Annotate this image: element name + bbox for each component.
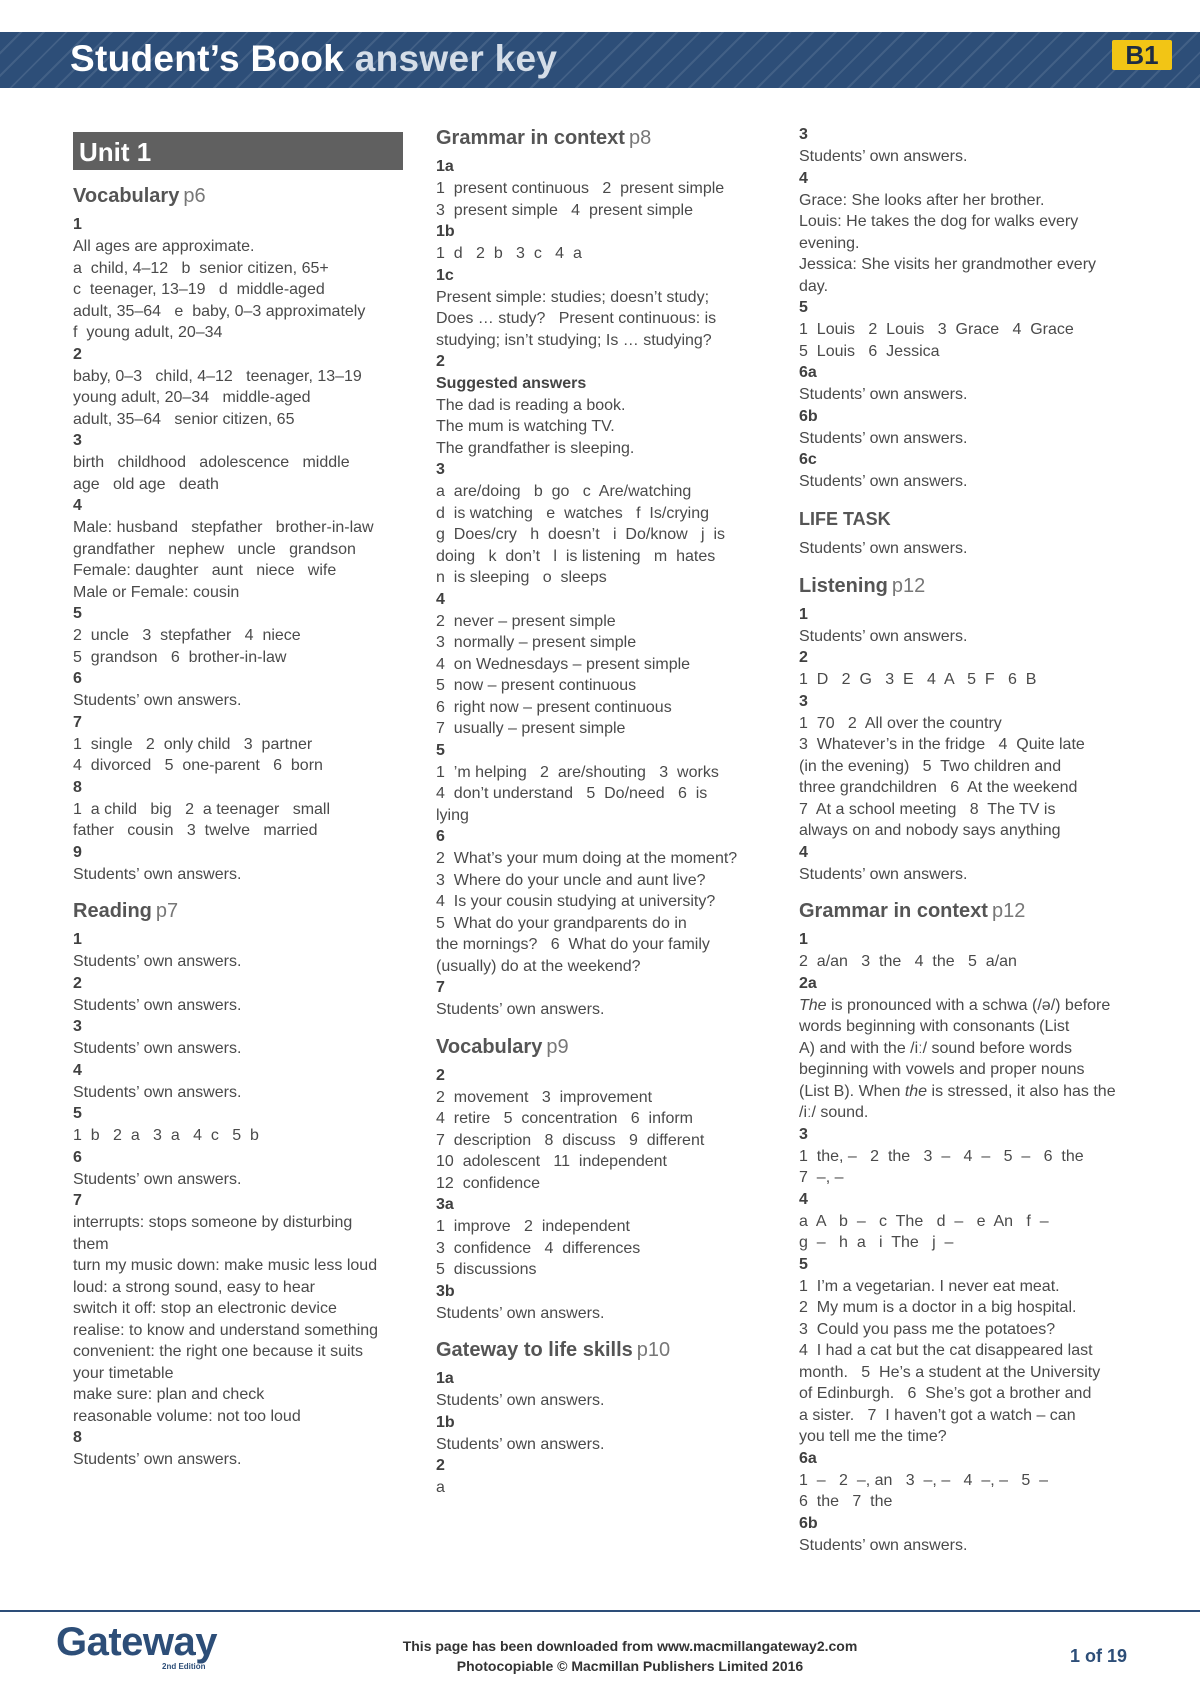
answer-line: make sure: plan and check <box>73 1386 265 1403</box>
answer-line: Students’ own answers. <box>799 1536 968 1554</box>
answer-line: Louis: He takes the dog for walks every <box>799 213 1079 230</box>
exercise-number: 3b <box>436 1282 455 1300</box>
answer-line: father cousin 3 twelve married <box>73 822 318 839</box>
exercise-number: 2 <box>799 649 808 666</box>
answer-line: 6 right now – present continuous <box>436 698 672 716</box>
page-title: Student’s Book answer key <box>70 38 558 79</box>
answer-line: 1 b 2 a 3 a 4 c 5 b <box>73 1127 259 1144</box>
answer-line: 7 At a school meeting 8 The TV is <box>799 800 1056 818</box>
answer-line: 1 a child big 2 a teenager small <box>73 800 331 818</box>
answer-line: beginning with vowels and proper nouns <box>799 1061 1085 1078</box>
answer-line: 3 normally – present simple <box>436 634 637 651</box>
exercise-number: 5 <box>73 605 82 622</box>
exercise-number: 6c <box>799 451 817 468</box>
answer-line: 4 Is your cousin studying at university? <box>436 893 716 910</box>
answer-line: Students’ own answers. <box>799 429 968 447</box>
answer-line: Students’ own answers. <box>436 1001 605 1018</box>
answer-line: a child, 4–12 b senior citizen, 65+ <box>73 259 329 277</box>
answer-line: 5 discussions <box>436 1261 537 1278</box>
exercise-number: 3a <box>436 1196 454 1213</box>
exercise-number: 5 <box>799 299 808 316</box>
answer-line: Students’ own answers. <box>73 1451 242 1468</box>
section-page: p9 <box>546 1035 569 1058</box>
section-heading <box>799 574 1134 598</box>
exercise-number: 4 <box>73 497 82 514</box>
answer-line: them <box>73 1235 109 1253</box>
exercise-number: 7 <box>436 979 445 996</box>
answer-line: 4 I had a cat but the cat disappeared last <box>799 1342 1093 1359</box>
answer-line: Students’ own answers. <box>73 1040 242 1057</box>
answer-line: Does … study? Present continuous: is <box>436 310 717 327</box>
section-page: p10 <box>636 1339 671 1361</box>
exercise-number: 6a <box>799 364 817 381</box>
exercise-number: 3 <box>73 1018 82 1035</box>
answer-fragment: (List B). When <box>799 1082 905 1100</box>
answer-column-3 <box>799 124 1134 1556</box>
answer-line: The grandfather is sleeping. <box>436 439 635 457</box>
answer-line: 1 d 2 b 3 c 4 a <box>436 245 582 262</box>
answer-line: g – h a i The j – <box>799 1234 954 1251</box>
answer-line: Students’ own answers. <box>799 627 968 645</box>
exercise-number: 2 <box>436 1066 445 1084</box>
life-task-heading: LIFE TASK <box>799 508 891 529</box>
answer-line: words beginning with consonants (List <box>799 1018 1070 1035</box>
edition-label: 2nd Edition <box>162 1662 206 1671</box>
answer-line: lying <box>436 806 469 824</box>
answer-line: 4 divorced 5 one-parent 6 born <box>73 757 323 774</box>
answer-line: 4 retire 5 concentration 6 inform <box>436 1110 694 1127</box>
answer-line: reasonable volume: not too loud <box>73 1407 301 1425</box>
sub-heading: Suggested answers <box>436 375 587 392</box>
exercise-number: 7 <box>73 1192 82 1209</box>
section-title: Grammar in context <box>799 900 988 922</box>
exercise-number: 4 <box>799 1190 808 1208</box>
section-title: Listening <box>799 574 888 597</box>
exercise-number: 2a <box>799 974 817 992</box>
answer-line: Students’ own answers. <box>799 540 968 557</box>
exercise-number: 1b <box>436 223 455 240</box>
answer-line: Students’ own answers. <box>799 473 968 490</box>
answer-line: 3 Whatever’s in the fridge 4 Quite late <box>799 736 1085 753</box>
exercise-number: 6b <box>799 1514 818 1532</box>
answer-line: the mornings? 6 What do your family <box>436 936 710 953</box>
answer-line: Students’ own answers. <box>436 1392 605 1409</box>
answer-line: month. 5 He’s a student at the University <box>799 1363 1101 1381</box>
exercise-number: 3 <box>799 126 808 143</box>
exercise-number: 1c <box>436 266 454 284</box>
answer-line: Male: husband stepfather brother-in-law <box>73 519 374 536</box>
answer-line: day. <box>799 277 829 295</box>
answer-line: 2 What’s your mum doing at the moment? <box>436 850 738 867</box>
exercise-number: 4 <box>799 843 808 861</box>
answer-line <box>799 995 1134 1017</box>
exercise-number: 9 <box>73 843 82 861</box>
answer-line: 12 confidence <box>436 1174 541 1192</box>
section-page: p12 <box>991 900 1026 922</box>
download-notice: This page has been downloaded from www.macmillangateway2.com <box>402 1638 858 1654</box>
answer-line: Students’ own answers. <box>799 148 968 165</box>
answer-line: a <box>436 1479 445 1496</box>
answer-line: adult, 35–64 senior citizen, 65 <box>73 410 295 428</box>
answer-line: birth childhood adolescence middle <box>73 454 350 471</box>
answer-line: 3 Could you pass me the potatoes? <box>799 1320 1056 1338</box>
exercise-number: 2 <box>436 353 445 370</box>
answer-line: age old age death <box>73 475 219 493</box>
answer-line: n is sleeping o sleeps <box>436 569 607 586</box>
answer-line: A) and with the /iː/ sound before words <box>799 1039 1073 1057</box>
answer-line: 1 D 2 G 3 E 4 A 5 F 6 B <box>799 671 1037 688</box>
answer-line: Students’ own answers. <box>436 1304 605 1322</box>
answer-line: interrupts: stops someone by disturbing <box>73 1214 353 1231</box>
exercise-number: 1 <box>73 216 82 233</box>
exercise-number: 2 <box>436 1457 445 1474</box>
section-heading <box>436 1035 771 1059</box>
exercise-number: 1b <box>436 1413 455 1431</box>
answer-line: you tell me the time? <box>799 1428 947 1445</box>
answer-line: a are/doing b go c Are/watching <box>436 483 692 500</box>
answer-line: 2 never – present simple <box>436 612 616 630</box>
answer-line: switch it off: stop an electronic device <box>73 1300 337 1317</box>
answer-line: g Does/cry h doesn’t i Do/know j is <box>436 526 725 543</box>
answer-line: 6 the 7 the <box>799 1493 893 1510</box>
answer-line <box>799 1081 1134 1103</box>
answer-fragment: is stressed, it also has the <box>927 1082 1116 1100</box>
answer-line: a sister. 7 I haven’t got a watch – can <box>799 1406 1076 1424</box>
answer-line: 1 – 2 –, an 3 –, – 4 –, – 5 – <box>799 1471 1049 1489</box>
answer-line: 4 don’t understand 5 Do/need 6 is <box>436 785 708 802</box>
exercise-number: 3 <box>436 461 445 478</box>
answer-line: a A b – c The d – e An f – <box>799 1212 1049 1230</box>
footer-notice <box>360 1636 900 1676</box>
answer-line: 10 adolescent 11 independent <box>436 1153 667 1170</box>
answer-column-2 <box>436 124 771 1499</box>
answer-line: (in the evening) 5 Two children and <box>799 757 1062 775</box>
section-title: Vocabulary <box>436 1035 543 1058</box>
answer-line: 3 Where do your uncle and aunt live? <box>436 871 706 889</box>
answer-line: Students’ own answers. <box>799 865 968 883</box>
answer-line: Students’ own answers. <box>73 1170 242 1188</box>
answer-line: three grandchildren 6 At the weekend <box>799 779 1078 796</box>
answer-line: 2 movement 3 improvement <box>436 1088 653 1106</box>
answer-line: 5 grandson 6 brother-in-law <box>73 648 287 666</box>
answer-line: The mum is watching TV. <box>436 418 615 435</box>
exercise-number: 6 <box>73 1148 82 1166</box>
exercise-number: 5 <box>799 1255 808 1273</box>
answer-line: grandfather nephew uncle grandson <box>73 540 356 558</box>
exercise-number: 6 <box>436 828 445 845</box>
answer-line: 4 on Wednesdays – present simple <box>436 655 691 673</box>
answer-line: realise: to know and understand something <box>73 1321 379 1339</box>
answer-line: 1 ’m helping 2 are/shouting 3 works <box>436 763 719 781</box>
answer-line: c teenager, 13–19 d middle-aged <box>73 281 325 298</box>
section-title: Grammar in context <box>436 127 625 149</box>
exercise-number: 6a <box>799 1449 817 1467</box>
answer-line: 2 My mum is a doctor in a big hospital. <box>799 1299 1077 1316</box>
answer-line: All ages are approximate. <box>73 238 255 255</box>
exercise-number: 1 <box>799 605 808 623</box>
answer-line: Students’ own answers. <box>73 692 242 709</box>
answer-line: 1 Louis 2 Louis 3 Grace 4 Grace <box>799 321 1074 338</box>
answer-line: 2 a/an 3 the 4 the 5 a/an <box>799 953 1017 970</box>
answer-line: Students’ own answers. <box>436 1435 605 1453</box>
answer-line: 1 improve 2 independent <box>436 1218 630 1235</box>
exercise-number: 5 <box>73 1105 82 1122</box>
exercise-number: 8 <box>73 778 82 796</box>
exercise-number: 7 <box>73 713 82 731</box>
answer-line: loud: a strong sound, easy to hear <box>73 1278 315 1296</box>
exercise-number: 1a <box>436 158 454 175</box>
exercise-number: 2 <box>73 974 82 992</box>
section-heading <box>73 899 403 923</box>
exercise-number: 5 <box>436 741 445 759</box>
answer-line: Students’ own answers. <box>73 953 242 970</box>
answer-line: 1 single 2 only child 3 partner <box>73 735 313 753</box>
answer-line: studying; isn’t studying; Is … studying? <box>436 331 712 349</box>
answer-line: Present simple: studies; doesn’t study; <box>436 288 710 306</box>
page-number: 1 of 19 <box>1070 1646 1128 1666</box>
section-page: p12 <box>891 574 926 597</box>
answer-line: of Edinburgh. 6 She’s got a brother and <box>799 1385 1092 1402</box>
answer-line: Female: daughter aunt niece wife <box>73 562 337 579</box>
exercise-number: 1 <box>73 931 82 948</box>
answer-line: 1 the, – 2 the 3 – 4 – 5 – 6 the <box>799 1147 1084 1165</box>
copyright-notice: Photocopiable © Macmillan Publishers Limited 2016 <box>456 1658 804 1674</box>
level-badge: B1 <box>1112 40 1172 70</box>
answer-line: (usually) do at the weekend? <box>436 957 641 975</box>
answer-line: Students’ own answers. <box>73 1083 242 1101</box>
unit-heading: Unit 1 <box>73 132 403 170</box>
answer-line: convenient: the right one because it suits <box>73 1343 363 1360</box>
answer-line: 5 now – present continuous <box>436 677 637 694</box>
answer-line: d is watching e watches f Is/crying <box>436 504 709 522</box>
exercise-number: 2 <box>73 345 82 363</box>
answer-line: 7 description 8 discuss 9 different <box>436 1131 705 1149</box>
exercise-number: 3 <box>799 692 808 710</box>
exercise-number: 3 <box>799 1125 808 1143</box>
answer-line: baby, 0–3 child, 4–12 teenager, 13–19 <box>73 367 362 385</box>
section-heading <box>436 1338 771 1362</box>
section-title: Vocabulary <box>73 185 180 207</box>
answer-line: doing k don’t l is listening m hates <box>436 547 716 565</box>
answer-line: 7 usually – present simple <box>436 720 626 737</box>
answer-fragment: the <box>904 1082 928 1100</box>
section-title: Gateway to life skills <box>436 1339 633 1361</box>
answer-line: evening. <box>799 234 860 252</box>
answer-line: 5 What do your grandparents do in <box>436 914 687 932</box>
exercise-number: 4 <box>436 590 445 608</box>
section-heading <box>799 899 1134 923</box>
section-title: Reading <box>73 900 152 922</box>
answer-line: always on and nobody says anything <box>799 822 1061 839</box>
answer-line: 1 I’m a vegetarian. I never eat meat. <box>799 1277 1060 1295</box>
section-page: p6 <box>183 185 206 207</box>
section-page: p8 <box>628 127 652 149</box>
footer-divider <box>0 1610 1200 1612</box>
exercise-number: 8 <box>73 1429 82 1446</box>
answer-column-1 <box>73 124 403 1471</box>
answer-fragment: is pronounced with a schwa (/ə/) before <box>826 996 1111 1014</box>
gateway-logo: Gateway <box>56 1620 218 1664</box>
answer-line: young adult, 20–34 middle-aged <box>73 389 311 406</box>
answer-line: 7 –, – <box>799 1169 844 1186</box>
answer-line: Students’ own answers. <box>73 865 242 883</box>
exercise-number: 1 <box>799 931 808 948</box>
section-heading <box>436 126 771 150</box>
answer-line: Male or Female: cousin <box>73 583 240 601</box>
answer-line: 5 Louis 6 Jessica <box>799 342 940 360</box>
section-page: p7 <box>155 900 179 922</box>
answer-line: /iː/ sound. <box>799 1104 869 1121</box>
exercise-number: 4 <box>799 169 808 187</box>
answer-line: Students’ own answers. <box>799 386 968 403</box>
answer-line: 1 present continuous 2 present simple <box>436 180 725 197</box>
answer-line: Jessica: She visits her grandmother every <box>799 256 1097 273</box>
answer-line: adult, 35–64 e baby, 0–3 approximately <box>73 302 366 320</box>
exercise-number: 6b <box>799 407 818 425</box>
answer-line: your timetable <box>73 1364 174 1382</box>
exercise-number: 6 <box>73 670 82 687</box>
section-heading <box>73 184 403 208</box>
answer-line: Students’ own answers. <box>73 996 242 1014</box>
answer-line: turn my music down: make music less loud <box>73 1257 378 1274</box>
answer-line: f young adult, 20–34 <box>73 324 223 341</box>
answer-line: 2 uncle 3 stepfather 4 niece <box>73 627 301 644</box>
exercise-number: 4 <box>73 1061 82 1079</box>
exercise-number: 1a <box>436 1370 454 1387</box>
answer-line: 3 confidence 4 differences <box>436 1239 641 1257</box>
answer-line: The dad is reading a book. <box>436 396 626 414</box>
answer-line: Grace: She looks after her brother. <box>799 191 1045 209</box>
answer-line: 3 present simple 4 present simple <box>436 201 694 219</box>
exercise-number: 3 <box>73 432 82 449</box>
answer-fragment: The <box>799 996 827 1014</box>
answer-line: 1 70 2 All over the country <box>799 714 1002 732</box>
